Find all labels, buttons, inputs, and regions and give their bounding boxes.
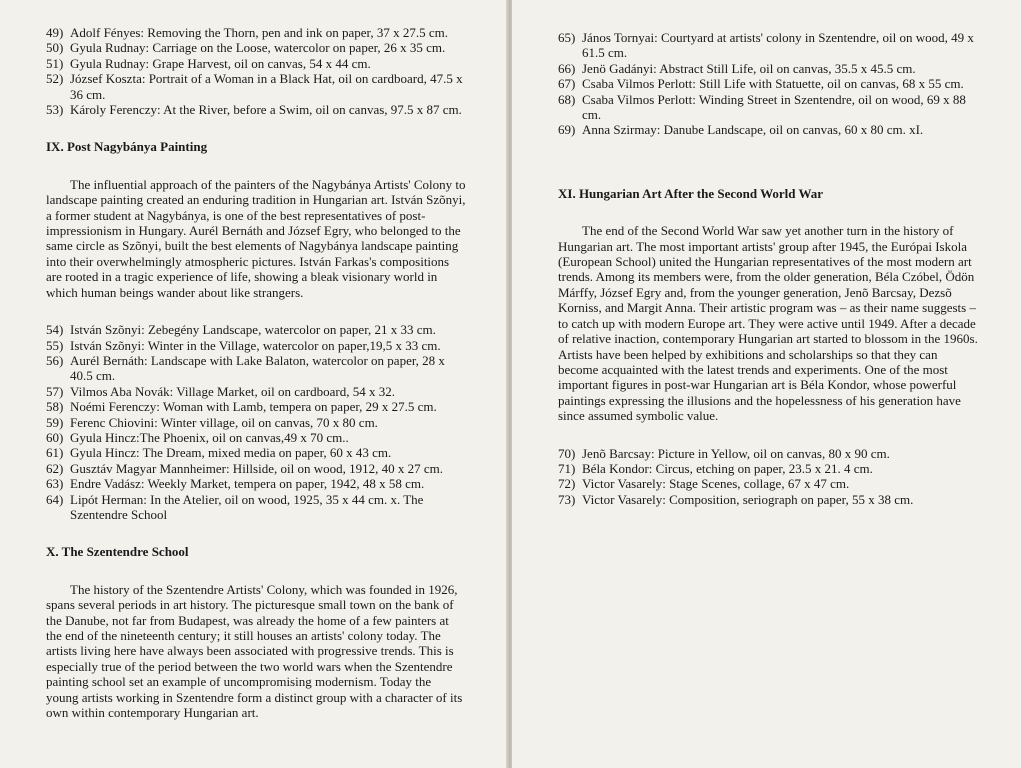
list-b [46,322,466,522]
item-number: 71) [558,460,576,476]
item-number: 73) [558,491,576,507]
item-number: 68) [558,91,576,107]
item-text: Victor Vasarely: Stage Scenes, collage, 67 x 47 cm. [582,476,850,492]
right-column [558,30,978,507]
item-number: 70) [558,445,576,461]
item-number: 60) [46,429,64,445]
item-number: 57) [46,383,64,399]
item-text: Béla Kondor: Circus, etching on paper, 23.5 x 21. 4 cm. [582,460,873,476]
list-item [558,92,978,123]
list-item [46,399,466,414]
item-number: 52) [46,71,64,87]
item-text: Aurél Bernáth: Landscape with Lake Balaton, watercolor on paper, 28 x 40.5 cm. [70,352,445,384]
list-item [46,492,466,523]
section-xi-heading: XI. Hungarian Art After the Second World War [558,185,824,201]
item-number: 63) [46,476,64,492]
section-xi-paragraph: The end of the Second World War saw yet another turn in the history of Hungarian art. The most important artists' group after 1945, the Európai Iskola (European School) united the Hungarian representatives of the most modern art trends. Among its members were, from the older generation, Béla Czóbel, Ödön Márffy, József Egry and, from the younger generation, Jenõ Barcsay, Dezsõ Korniss, and Margit Anna. Their artistic program was – as their name suggests – to catch up with modern Europe art. They were active until 1949. After a decade of relative inaction, contemporary Hungarian art started to blossom in the 1960s. Artists have been helped by exhibitions and scholarships so that they can become acquainted with the latest trends and experiments. One of the most important figures in post-war Hungarian art is Béla Kondor, whose powerful paintings expressing the illusions and the hopelessness of his generation have since assumed symbolic value. [558,223,978,424]
item-text: Gusztáv Magyar Mannheimer: Hillside, oil on wood, 1912, 40 x 27 cm. [70,460,443,476]
list-c [558,30,978,138]
list-item [46,353,466,384]
spacer [46,560,466,582]
spacer [46,155,466,177]
list-item [46,338,466,353]
list-item [46,71,466,102]
item-text: Lipót Herman: In the Atelier, oil on wood, 1925, 35 x 44 cm. x. The Szentendre School [70,491,424,522]
spacer [558,424,978,446]
item-number: 51) [46,55,64,71]
item-text: Jenö Gadányi: Abstract Still Life, oil on canvas, 35.5 x 45.5 cm. [582,60,916,76]
item-text: Adolf Fényes: Removing the Thorn, pen and ink on paper, 37 x 27.5 cm. [70,25,448,40]
item-text: Csaba Vilmos Perlott: Winding Street in Szentendre, oil on wood, 69 x 88 cm. [582,91,966,123]
item-text: Gyula Hincz: The Dream, mixed media on paper, 60 x 43 cm. [70,445,392,461]
list-item [558,446,978,461]
list-item [558,461,978,476]
list-item [46,102,466,117]
item-number: 61) [46,445,64,461]
list-item [558,61,978,76]
list-item [46,40,466,55]
list-item [558,476,978,491]
item-text: Vilmos Aba Novák: Village Market, oil on cardboard, 54 x 32. [70,383,395,399]
item-number: 54) [46,322,64,338]
list-item [46,461,466,476]
section-ix-heading: IX. Post Nagybánya Painting [46,139,208,155]
item-text: Gyula Rudnay: Carriage on the Loose, watercolor on paper, 26 x 35 cm. [70,40,446,56]
spacer [46,117,466,139]
list-item [46,445,466,460]
item-number: 50) [46,40,64,56]
item-number: 58) [46,399,64,415]
spacer [46,300,466,322]
item-text: Anna Szirmay: Danube Landscape, oil on canvas, 60 x 80 cm. xI. [582,122,924,138]
item-text: Victor Vasarely: Composition, seriograph on paper, 55 x 38 cm. [582,491,914,507]
item-number: 55) [46,337,64,353]
item-number: 64) [46,491,64,507]
left-page [0,0,508,768]
item-text: Károly Ferenczy: At the River, before a Swim, oil on canvas, 97.5 x 87 cm. [70,102,462,118]
item-text: Csaba Vilmos Perlott: Still Life with Statuette, oil on canvas, 68 x 55 cm. [582,76,964,92]
list-item [46,415,466,430]
item-text: Ferenc Chiovini: Winter village, oil on canvas, 70 x 80 cm. [70,414,378,430]
item-text: József Koszta: Portrait of a Woman in a Black Hat, oil on cardboard, 47.5 x 36 cm. [70,71,463,102]
list-item [558,76,978,91]
list-item [46,322,466,337]
item-text: Jenõ Barcsay: Picture in Yellow, oil on canvas, 80 x 90 cm. [582,445,890,461]
spacer [558,201,978,223]
list-item [46,384,466,399]
right-page [512,0,1021,768]
list-d [558,446,978,508]
item-number: 59) [46,414,64,430]
list-item [46,25,466,40]
item-text: István Szõnyi: Winter in the Village, watercolor on paper,19,5 x 33 cm. [70,337,441,353]
item-number: 66) [558,60,576,76]
item-number: 56) [46,352,64,368]
item-number: 72) [558,476,576,492]
left-column [46,25,466,720]
spacer [46,522,466,544]
list-item [46,430,466,445]
list-item [46,476,466,491]
section-ix-paragraph: The influential approach of the painters of the Nagybánya Artists' Colony to landscape painting created an enduring tradition in Hungarian art. István Szõnyi, a former student at Nagybánya, is one of the best representatives of post-impressionism in Hungary. Aurél Bernáth and József Egry, who belonged to the same circle as Szõnyi, built the best elements of Nagybánya landscape painting into their overwhelmingly atmospheric pictures. István Farkas's compositions are rooted in a tragic experience of life, showing a bleak visionary world in which human beings wander about like strangers. [46,176,466,300]
item-text: István Szõnyi: Zebegény Landscape, watercolor on paper, 21 x 33 cm. [70,322,436,338]
item-number: 53) [46,102,64,118]
item-number: 69) [558,122,576,138]
spacer [558,138,978,186]
item-number: 65) [558,30,576,45]
list-item [46,56,466,71]
item-number: 62) [46,460,64,476]
section-x-heading: X. The Szentendre School [46,544,189,560]
item-text: Gyula Rudnay: Grape Harvest, oil on canvas, 54 x 44 cm. [70,55,371,71]
item-text: Noémi Ferenczy: Woman with Lamb, tempera on paper, 29 x 27.5 cm. [70,399,437,415]
list-item [558,492,978,507]
item-text: Gyula Hincz:The Phoenix, oil on canvas,49 x 70 cm.. [70,429,349,445]
item-text: János Tornyai: Courtyard at artists' colony in Szentendre, oil on wood, 49 x 61.5 cm. [582,30,974,61]
item-number: 67) [558,76,576,92]
list-item [558,122,978,137]
item-text: Endre Vadász: Weekly Market, tempera on paper, 1942, 48 x 58 cm. [70,476,425,492]
list-a [46,25,466,117]
section-x-paragraph: The history of the Szentendre Artists' Colony, which was founded in 1926, spans several periods in art history. The picturesque small town on the bank of the Danube, not far from Budapest, was already the home of a few painters at the end of the nineteenth century; it still houses an artists' colony today. The artists living here have always been associated with progressive trends. This is especially true of the period between the two world wars when the Szentendre painting school set an example of uncompromising modernism. Today the young artists working in Szentendre form a distinct group with a character of its own within contemporary Hungarian art. [46,581,463,721]
item-number: 49) [46,25,64,40]
list-item [558,30,978,61]
